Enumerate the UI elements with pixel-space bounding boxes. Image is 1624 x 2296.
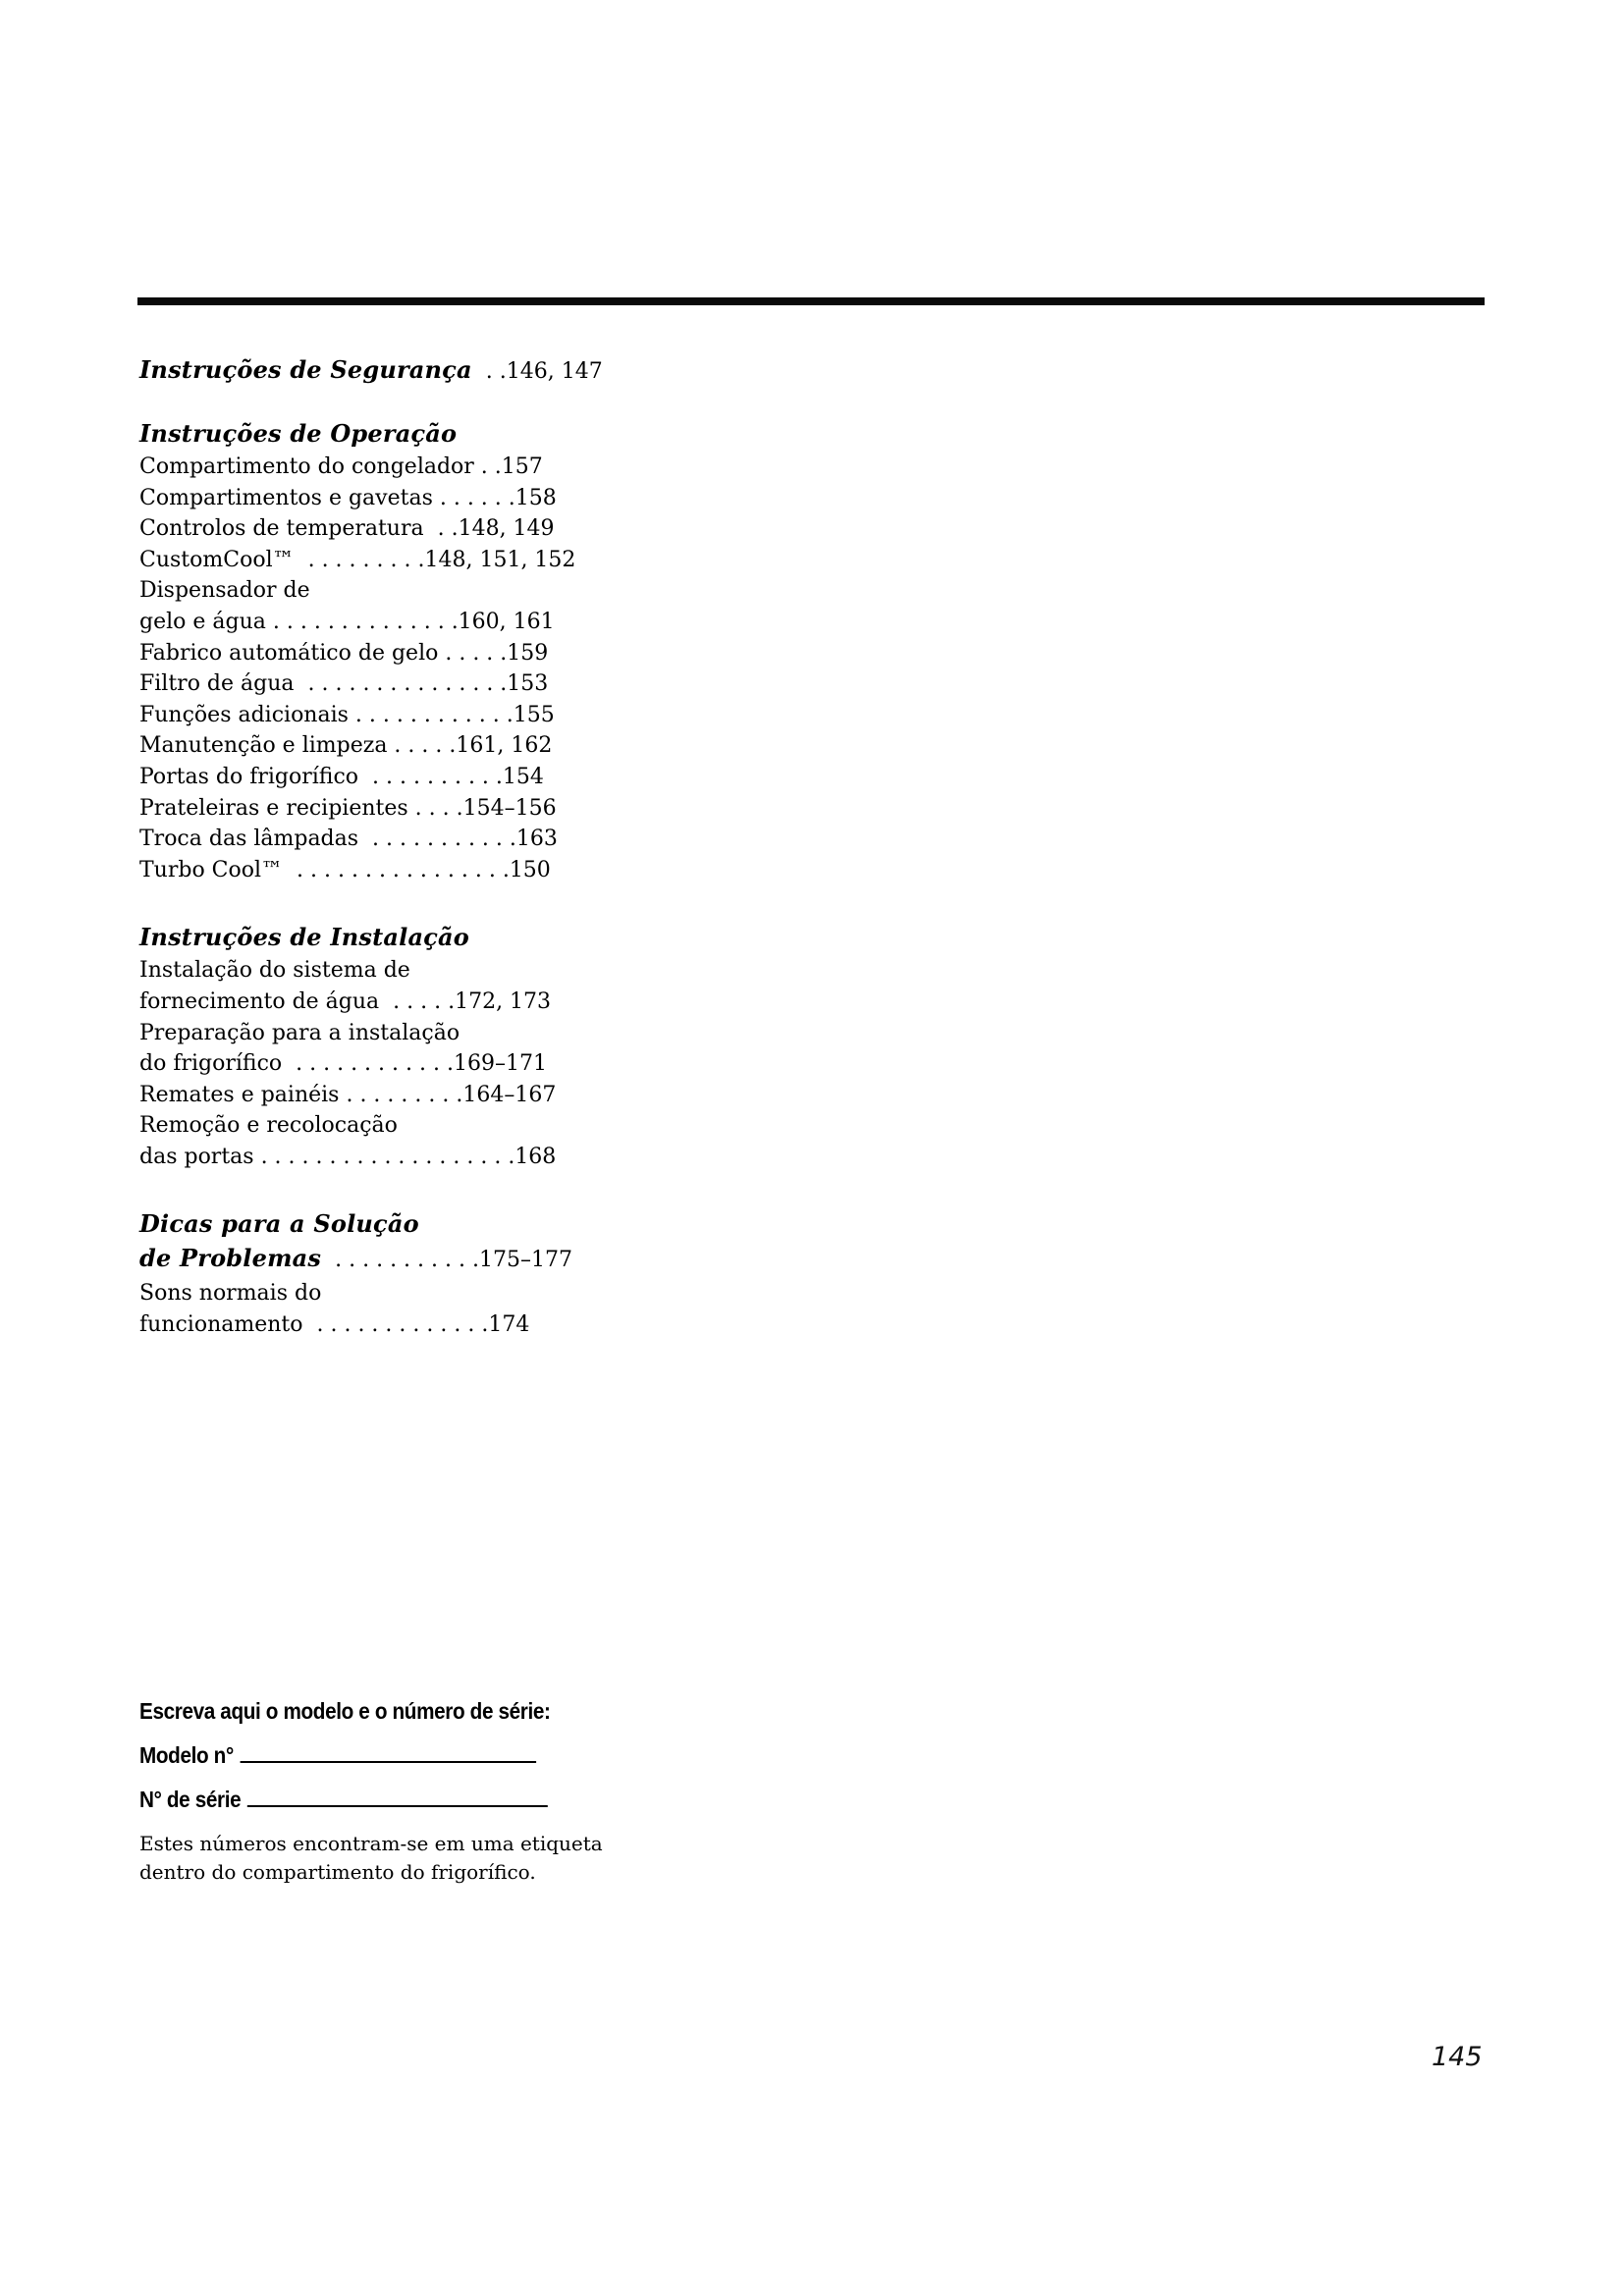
toc-section-heading: Instruções de Instalação xyxy=(139,923,469,952)
model-number-field xyxy=(139,1740,634,1770)
toc-item: Portas do frigorífico . . . . . . . . . .154 xyxy=(139,764,544,789)
toc-item: Sons normais do xyxy=(139,1281,322,1307)
header-rule xyxy=(137,297,1485,305)
toc-item: Fabrico automático de gelo . . . . .159 xyxy=(139,640,549,666)
serial-block-title: Escreva aqui o modelo e o número de série: xyxy=(139,1698,551,1724)
serial-block-labels xyxy=(139,1696,634,1814)
toc-item: Compartimentos e gavetas . . . . . .158 xyxy=(139,485,557,510)
note-line: dentro do compartimento do frigorífico. xyxy=(139,1860,536,1884)
toc-section-heading: de Problemas . . . . . . . . . . .175–177 xyxy=(139,1244,572,1273)
toc-section xyxy=(139,1207,689,1340)
table-of-contents xyxy=(139,353,689,1341)
toc-item: do frigorífico . . . . . . . . . . . .169–171 xyxy=(139,1051,547,1077)
toc-item: Remoção e recolocação xyxy=(139,1113,398,1139)
note-line: Estes números encontram-se em uma etiqueta xyxy=(139,1832,603,1855)
toc-item: Dispensador de xyxy=(139,578,310,604)
toc-item: fornecimento de água . . . . .172, 173 xyxy=(139,988,552,1014)
serial-number-field xyxy=(139,1785,634,1814)
page-number: 145 xyxy=(1432,2042,1483,2072)
toc-item: CustomCool™ . . . . . . . . .148, 151, 152 xyxy=(139,547,576,572)
toc-item: gelo e água . . . . . . . . . . . . . .160, 161 xyxy=(139,609,555,634)
toc-item: Instalação do sistema de xyxy=(139,958,410,984)
toc-item: Preparação para a instalação xyxy=(139,1020,460,1045)
toc-item: Controlos de temperatura . .148, 149 xyxy=(139,516,555,542)
toc-item: Prateleiras e recipientes . . . .154–156 xyxy=(139,795,557,821)
toc-item: Turbo Cool™ . . . . . . . . . . . . . . . .150 xyxy=(139,857,551,882)
toc-item: Troca das lâmpadas . . . . . . . . . . .163 xyxy=(139,827,558,852)
toc-item: Manutenção e limpeza . . . . .161, 162 xyxy=(139,733,553,759)
toc-section xyxy=(139,353,689,388)
toc-item: Filtro de água . . . . . . . . . . . . . . .153 xyxy=(139,671,549,697)
toc-section-heading: Dicas para a Solução xyxy=(139,1209,419,1239)
toc-item: Remates e painéis . . . . . . . . .164–167 xyxy=(139,1082,557,1107)
toc-section xyxy=(139,417,689,885)
toc-item: das portas . . . . . . . . . . . . . . . . . . .168 xyxy=(139,1144,557,1169)
toc-item: Compartimento do congelador . .157 xyxy=(139,454,543,479)
toc-item: funcionamento . . . . . . . . . . . . .174 xyxy=(139,1312,530,1338)
toc-section-heading: Instruções de Segurança . .146, 147 xyxy=(139,355,603,384)
serial-number-block xyxy=(139,1696,689,1887)
serial-number-blank xyxy=(247,1786,548,1807)
serial-number-label: N° de série xyxy=(139,1787,242,1812)
model-number-label: Modelo n° xyxy=(139,1742,234,1768)
serial-block-note xyxy=(139,1830,689,1887)
toc-item: Funções adicionais . . . . . . . . . . . .155 xyxy=(139,702,555,727)
toc-section xyxy=(139,921,689,1172)
model-number-blank xyxy=(240,1741,535,1763)
toc-section-heading: Instruções de Operação xyxy=(139,419,458,448)
